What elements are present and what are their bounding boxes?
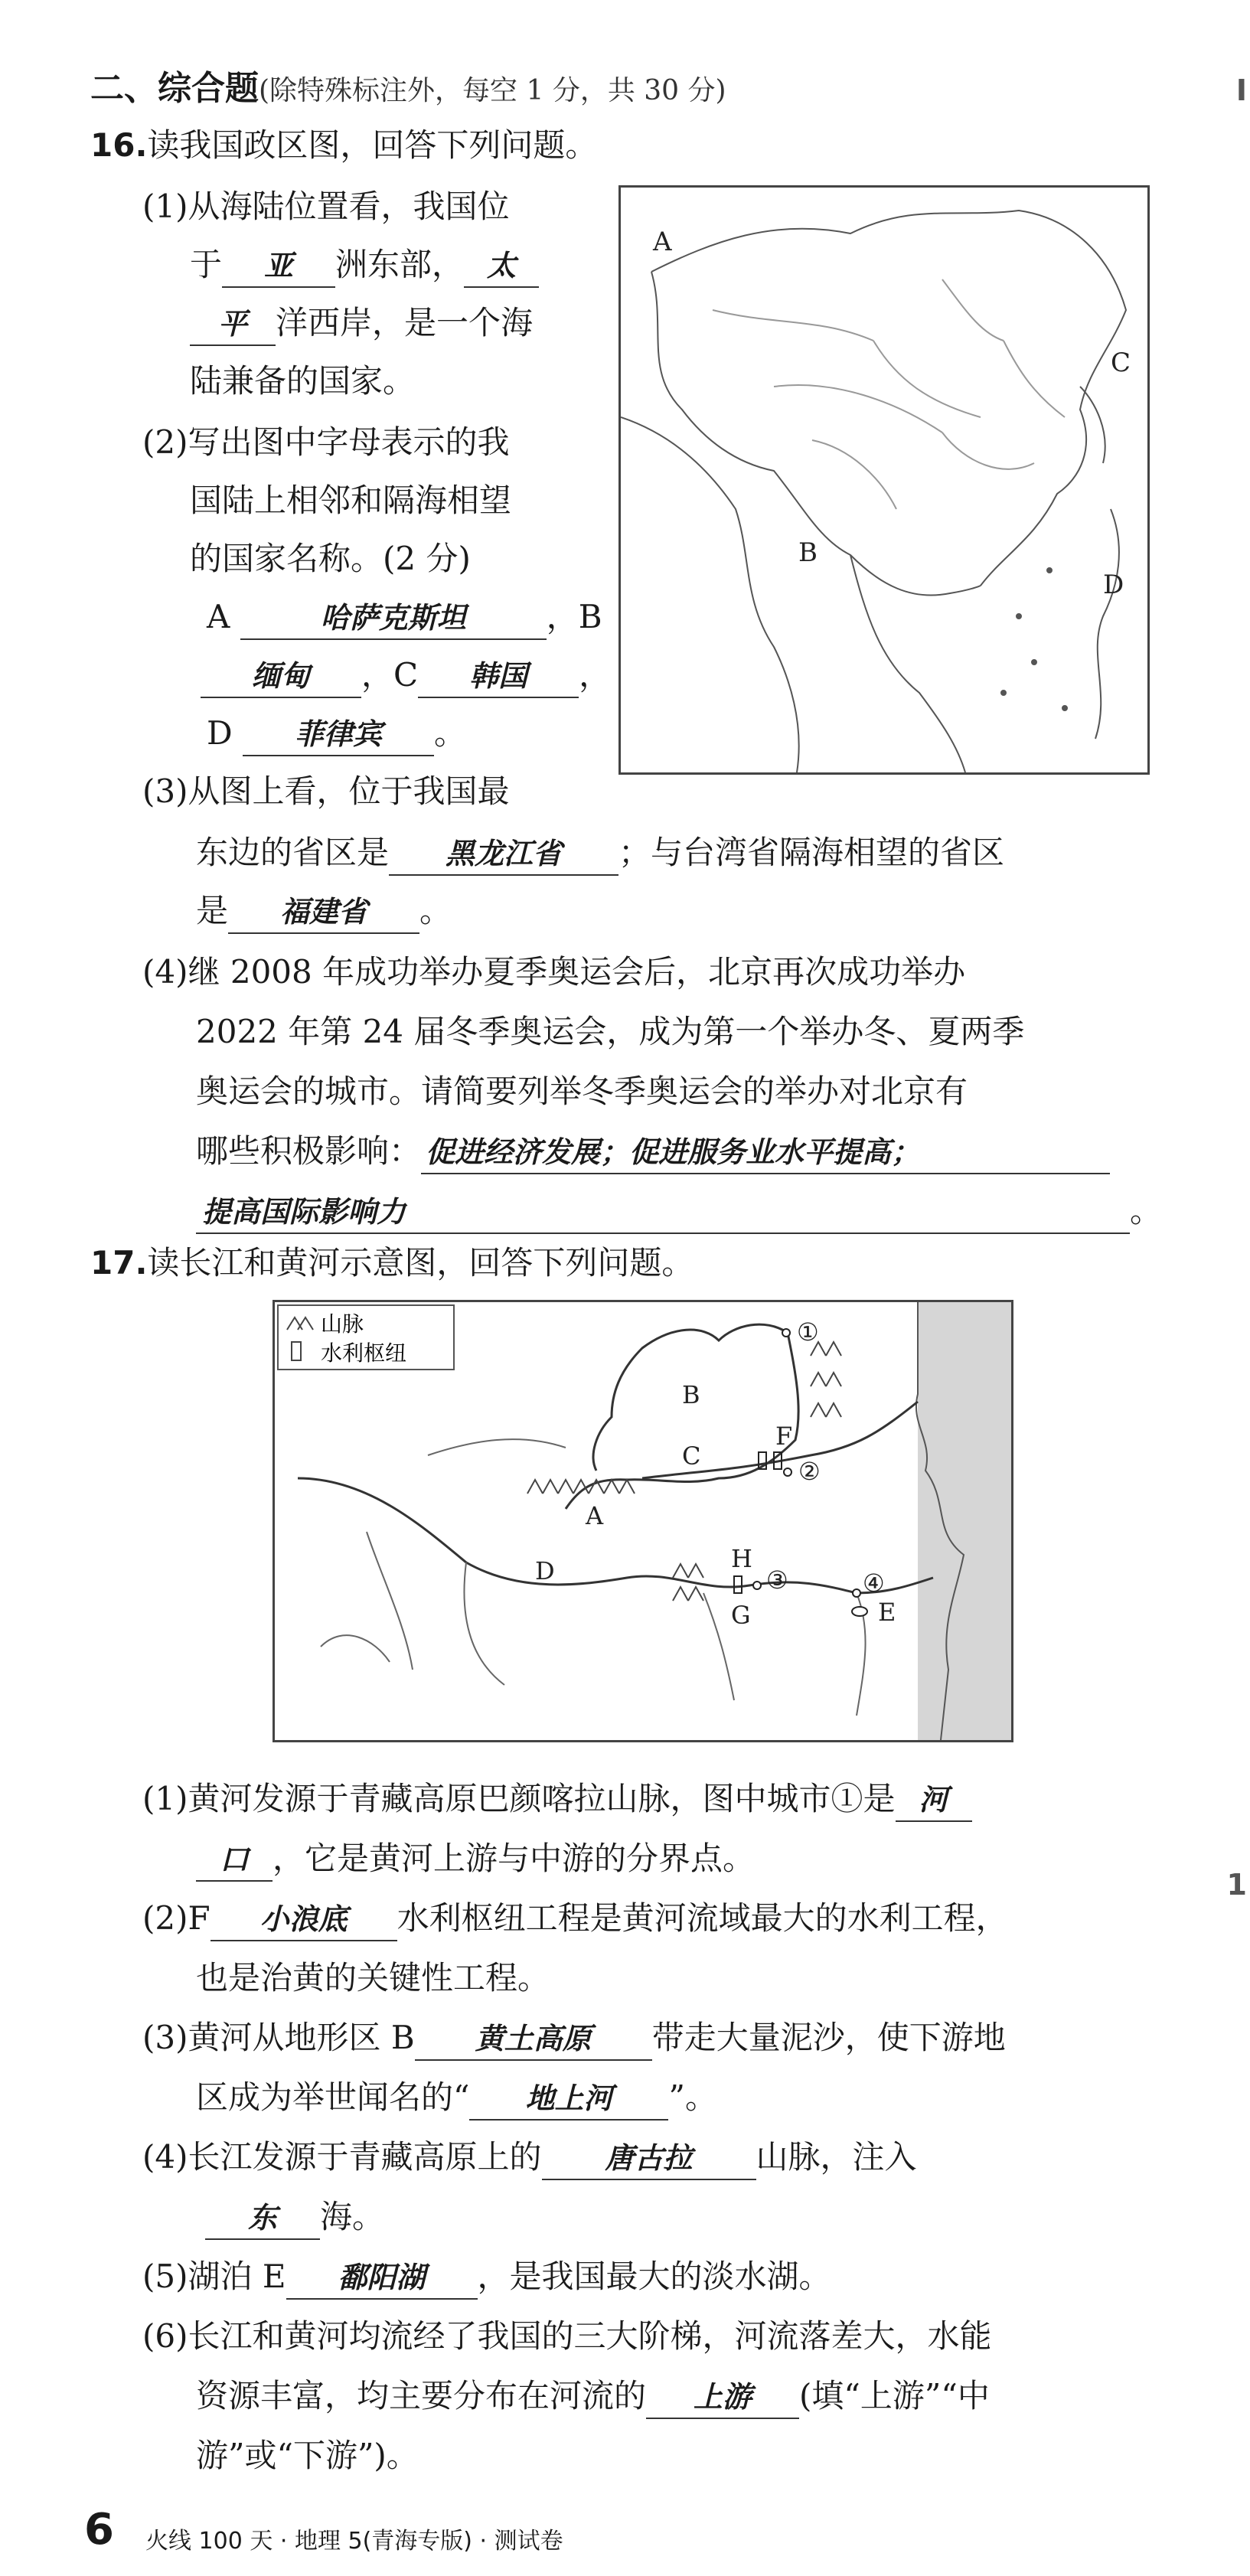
city-1 — [782, 1329, 790, 1337]
map-label-c: C — [682, 1441, 701, 1471]
q17-number: 17. — [90, 1244, 148, 1281]
text: A — [207, 598, 230, 635]
q16-p2-line2: 国陆上相邻和隔海相望 — [190, 482, 512, 519]
q17-p6-line2 — [196, 2373, 990, 2419]
section-heading — [90, 66, 726, 114]
answer-blank[interactable]: 小浪底 — [211, 1899, 397, 1941]
map-label-c: C — [1111, 348, 1131, 378]
map-label-f: F — [775, 1422, 793, 1451]
margin-mark-bottom: 1 — [1226, 1868, 1247, 1902]
tributaries-west — [321, 1439, 566, 1662]
text: (填“上游”“中 — [799, 2377, 990, 2414]
island — [1001, 691, 1006, 695]
text: (3)黄河从地形区 B — [142, 2019, 415, 2056]
text: ，B — [546, 598, 602, 635]
map-label-a: A — [653, 227, 672, 257]
text: 资源丰富，均主要分布在河流的 — [196, 2377, 647, 2414]
answer-blank[interactable]: 黄土高原 — [415, 2018, 652, 2061]
q17-p3-line1 — [142, 2015, 1006, 2061]
coast-indochina — [850, 555, 965, 772]
korea-coast — [1080, 387, 1105, 463]
q16-p2-line1: (2)写出图中字母表示的我 — [142, 423, 510, 461]
answer-blank[interactable]: 口 — [196, 1839, 273, 1882]
footer-text: 火线 100 天 · 地理 5(青海专版) · 测试卷 — [145, 2528, 563, 2555]
text: 。 — [419, 892, 452, 929]
mountain-range-taihang — [811, 1342, 841, 1417]
map-label-b: B — [798, 537, 818, 568]
island — [1017, 614, 1021, 619]
answer-blank[interactable]: 韩国 — [418, 655, 579, 698]
answer-blank[interactable]: 促进经济发展；促进服务业水平提高； — [421, 1131, 1110, 1174]
section-title: 二、综合题 — [90, 69, 259, 108]
province-lines — [713, 310, 1034, 509]
city-3 — [753, 1582, 761, 1589]
city-4 — [853, 1589, 860, 1597]
q16-p3-line2 — [196, 830, 1004, 876]
q16-p1-line3 — [190, 300, 533, 346]
answer-blank[interactable]: 平 — [190, 303, 276, 346]
q16-p3-line3 — [196, 888, 452, 934]
answer-blank[interactable]: 唐古拉 — [542, 2137, 756, 2180]
map-label-3: ③ — [766, 1566, 788, 1595]
yangtze-river — [298, 1478, 933, 1593]
china-political-map — [618, 185, 1150, 775]
q16-p2-line3: 的国家名称。(2 分) — [190, 540, 471, 577]
china-border — [651, 211, 1126, 586]
q17-prompt-text: 读长江和黄河示意图，回答下列问题。 — [147, 1244, 694, 1281]
island — [1032, 660, 1036, 664]
q17-p4-line2 — [205, 2194, 384, 2240]
dam-marker-h — [734, 1576, 742, 1593]
text: 哪些积极影响： — [196, 1132, 422, 1170]
text: 是 — [196, 892, 229, 929]
island — [1062, 706, 1067, 710]
answer-blank[interactable]: 东 — [205, 2197, 320, 2240]
q16-p4-line5 — [196, 1188, 1162, 1234]
q16-number: 16. — [90, 126, 148, 164]
sea-area — [918, 1302, 1011, 1740]
text: 水利枢纽工程是黄河流域最大的水利工程， — [397, 1899, 1008, 1937]
text: 区成为举世闻名的“ — [196, 2078, 470, 2116]
q16-p4-line4 — [196, 1128, 1110, 1174]
answer-blank[interactable]: 黑龙江省 — [389, 833, 618, 876]
section-note: (除特殊标注外，每空 1 分，共 30 分) — [259, 75, 726, 106]
text: (1)黄河发源于青藏高原巴颜喀拉山脉，图中城市①是 — [142, 1780, 896, 1817]
q16-p3-line1: (3)从图上看，位于我国最 — [142, 772, 510, 810]
text: 。 — [434, 714, 467, 752]
philippines-coast — [1095, 509, 1119, 739]
q17-p6-line3: 游”或“下游”)。 — [196, 2437, 419, 2474]
answer-blank[interactable]: 提高国际影响力 — [196, 1191, 1130, 1234]
answer-blank[interactable]: 福建省 — [228, 891, 419, 934]
legend-dam: 水利枢纽 — [321, 1340, 407, 1366]
q17-p3-line2 — [196, 2075, 717, 2121]
text: ，它是黄河上游与中游的分界点。 — [273, 1840, 756, 1877]
text: 于 — [190, 246, 223, 283]
text: 带走大量泥沙，使下游地 — [651, 2019, 1006, 2056]
q16-prompt — [90, 122, 597, 168]
text: 海。 — [320, 2198, 385, 2235]
q17-p2-line1 — [142, 1895, 1008, 1941]
rivers-map-svg — [275, 1302, 1011, 1740]
answer-blank[interactable]: 河 — [896, 1779, 972, 1822]
text: (4)长江发源于青藏高原上的 — [142, 2138, 542, 2176]
text: 东边的省区是 — [196, 834, 390, 871]
city-2 — [784, 1468, 791, 1476]
lake-e — [852, 1607, 867, 1616]
china-map-svg — [621, 188, 1147, 772]
text: ”。 — [668, 2078, 717, 2116]
tributaries — [367, 1532, 866, 1716]
text: ， — [579, 656, 612, 694]
page-number: 6 — [84, 2505, 114, 2555]
q16-p4-line3: 奥运会的城市。请简要列举冬季奥运会的举办对北京有 — [196, 1073, 968, 1110]
map-label-2: ② — [798, 1457, 821, 1486]
q16-p2-line6 — [207, 710, 466, 756]
map-label-d: D — [1103, 570, 1124, 600]
map-label-g: G — [731, 1601, 751, 1630]
q17-p1-line1 — [142, 1776, 972, 1822]
map-label-1: ① — [797, 1317, 819, 1347]
q17-p1-line2 — [196, 1836, 755, 1882]
q17-p6-line1: (6)长江和黄河均流经了我国的三大阶梯，河流落差大，水能 — [142, 2317, 992, 2355]
answer-blank[interactable]: 亚 — [222, 245, 335, 288]
text: ；与台湾省隔海相望的省区 — [618, 834, 1005, 871]
map-label-e: E — [878, 1598, 896, 1627]
map-label-h: H — [731, 1544, 752, 1573]
text: 。 — [1130, 1192, 1163, 1229]
map-label-d: D — [535, 1556, 555, 1585]
q16-prompt-text: 读我国政区图，回答下列问题。 — [147, 126, 598, 164]
q16-p1-line4: 陆兼备的国家。 — [190, 362, 416, 400]
legend-mountain: 山脉 — [321, 1311, 364, 1337]
rivers-map — [273, 1300, 1013, 1742]
text: ，C — [361, 656, 419, 694]
q16-p1-line2 — [190, 242, 539, 288]
q16-p2-line4 — [207, 594, 602, 640]
answer-blank[interactable]: 地上河 — [469, 2078, 668, 2121]
q16-p4-line1: (4)继 2008 年成功举办夏季奥运会后，北京再次成功举办 — [142, 953, 966, 991]
q16-p1-line1: (1)从海陆位置看，我国位 — [142, 188, 510, 225]
q16-p2-line5 — [201, 652, 611, 698]
map-label-a: A — [586, 1501, 604, 1530]
q16-p4-line2: 2022 年第 24 届冬季奥运会，成为第一个举办冬、夏两季 — [196, 1013, 1025, 1050]
text: (5)湖泊 E — [142, 2258, 286, 2295]
answer-blank[interactable]: 上游 — [646, 2376, 799, 2419]
q17-p2-line2: 也是治黄的关键性工程。 — [196, 1959, 550, 1996]
margin-mark-top: I — [1235, 73, 1247, 107]
answer-blank[interactable]: 鄱阳湖 — [286, 2257, 478, 2300]
text: ，是我国最大的淡水湖。 — [477, 2258, 831, 2295]
q17-p4-line1 — [142, 2134, 917, 2180]
map-label-b: B — [682, 1380, 700, 1409]
text: D — [207, 714, 233, 752]
answer-blank[interactable]: 哈萨克斯坦 — [240, 597, 547, 640]
text: (2)F — [142, 1899, 211, 1937]
province-lines-north — [942, 279, 1065, 417]
text: 洲东部， — [335, 246, 465, 283]
yellow-river — [566, 1324, 798, 1509]
text: 洋西岸，是一个海 — [276, 304, 534, 341]
island — [1047, 568, 1052, 573]
map-label-4: ④ — [863, 1569, 885, 1598]
answer-blank[interactable]: 菲律宾 — [243, 713, 434, 756]
text: 山脉，注入 — [756, 2138, 917, 2176]
answer-blank[interactable]: 缅甸 — [201, 655, 361, 698]
answer-blank[interactable]: 太 — [464, 245, 539, 288]
q17-p5-line1 — [142, 2254, 831, 2300]
q17-prompt — [90, 1240, 694, 1286]
